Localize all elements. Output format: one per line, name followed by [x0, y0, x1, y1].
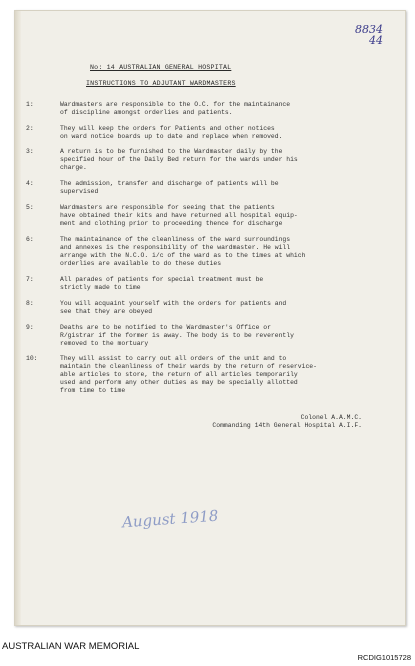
paragraph-number: 8: — [26, 300, 34, 307]
paragraph-text: They will keep the orders for Patients and other notices on ward notice boards up to date and replace when removed. — [60, 125, 283, 140]
document-title: No: 14 AUSTRALIAN GENERAL HOSPITAL — [90, 64, 232, 71]
paragraph-text: The maintainance of the cleanliness of the ward surroundings and annexes is the responsibility of the wardmaster. He will arrange with the N.C.O. i/c of the ward as to the times at which orderlies are available to do these duties — [60, 236, 306, 267]
handwritten-date: August 1918 — [121, 506, 219, 532]
paragraph-number: 1: — [26, 101, 34, 108]
paragraph-text: Wardmasters are responsible for seeing that the patients have obtained their kits and have returned all hospital equip- ment and clothing prior to proceeding thence for discharge — [60, 204, 298, 227]
paragraph-number: 2: — [26, 125, 34, 132]
paragraph-number: 7: — [26, 276, 34, 283]
paragraph-text: A return is to be furnished to the Wardmaster daily by the specified hour of the Daily Bed return for the wards under his charge. — [60, 148, 298, 171]
signature-block: Colonel A.A.M.C. Commanding 14th General Hospital A.I.F. — [212, 414, 362, 429]
paragraph-number: 9: — [26, 324, 34, 331]
paragraph-text: They will assist to carry out all orders of the unit and to maintain the cleanliness of their wards by the return of reservice- able articles to store, the return of all articles temporarily used and perform any other duties as may be specially allotted from time to time — [60, 355, 317, 394]
folio-number — [355, 25, 383, 46]
paragraph-number: 3: — [26, 148, 34, 155]
paragraph-number: 5: — [26, 204, 34, 211]
paragraph-text: Wardmasters are responsible to the O.C. for the maintainance of discipline amongst orderlies and patients. — [60, 101, 291, 116]
paragraph-number: 4: — [26, 180, 34, 187]
paragraph-text: Deaths are to be notified to the Wardmaster's Office or R/gistrar if the former is away. The body is to be reverently removed to the mortuary — [60, 324, 294, 347]
folio-number-main: 8834 — [355, 23, 383, 36]
paragraph-text: You will acquaint yourself with the orders for patients and see that they are obeyed — [60, 300, 287, 315]
document-subtitle: INSTRUCTIONS TO ADJUTANT WARDMASTERS — [86, 80, 236, 87]
paragraph-text: The admission, transfer and discharge of patients will be supervised — [60, 180, 279, 195]
paragraph-text: All parades of patients for special treatment must be strictly made to time — [60, 276, 264, 291]
paragraph-number: 10: — [26, 355, 38, 362]
paragraph-number: 6: — [26, 236, 34, 243]
archive-name: AUSTRALIAN WAR MEMORIAL — [2, 641, 140, 652]
folio-number-sub: 44 — [369, 34, 383, 47]
archive-reference: RCDIG1015728 — [357, 653, 411, 662]
